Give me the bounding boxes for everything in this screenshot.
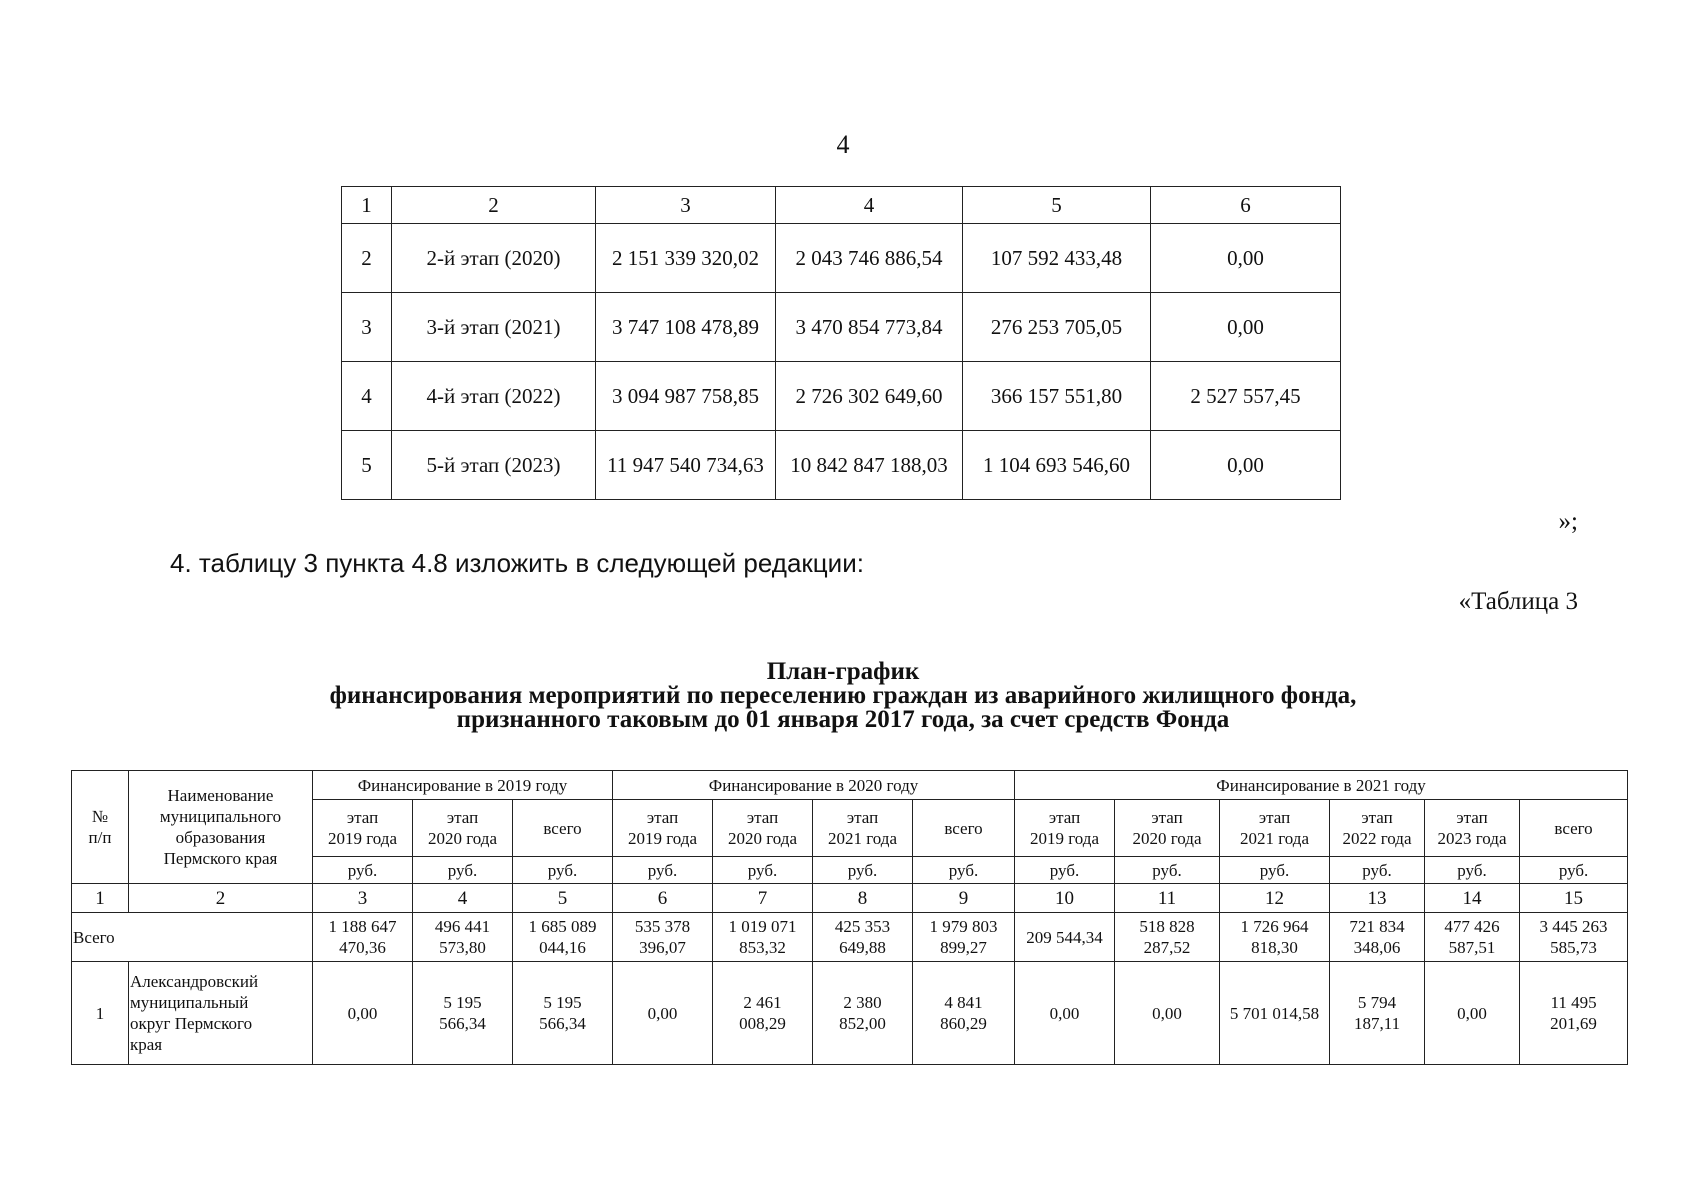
table-cell: 5 [342,431,392,500]
table-cell: 5-й этап (2023) [392,431,596,500]
table-cell: 276 253 705,05 [963,293,1151,362]
table-cell: 11 495 201,69 [1520,962,1628,1065]
column-number: 10 [1015,884,1115,913]
subheader-cell: этап 2020 года [413,800,513,857]
header-cell: 6 [1151,187,1341,224]
header-cell: 3 [596,187,776,224]
unit-cell: руб. [613,857,713,884]
table-cell: 366 157 551,80 [963,362,1151,431]
table-cell: 3 [342,293,392,362]
table-cell: 1 685 089 044,16 [513,913,613,962]
table-cell: 518 828 287,52 [1115,913,1220,962]
column-number: 4 [413,884,513,913]
unit-cell: руб. [1425,857,1520,884]
table-cell: 5 195 566,34 [513,962,613,1065]
subheader-cell: этап 2019 года [313,800,413,857]
total-label: Всего [72,913,313,962]
subheader-cell: этап 2022 года [1330,800,1425,857]
table-cell: 0,00 [1115,962,1220,1065]
subheader-cell: этап 2021 года [1220,800,1330,857]
column-number: 1 [72,884,129,913]
subheader-cell: этап 2019 года [613,800,713,857]
table-cell: 1 979 803 899,27 [913,913,1015,962]
subheader-cell: этап 2019 года [1015,800,1115,857]
table-cell: 1 019 071 853,32 [713,913,813,962]
table-cell: 477 426 587,51 [1425,913,1520,962]
subheader-cell: всего [913,800,1015,857]
subheader-cell: этап 2020 года [713,800,813,857]
table-row [342,224,1341,293]
unit-cell: руб. [1520,857,1628,884]
column-number: 3 [313,884,413,913]
table-cell: 2 380 852,00 [813,962,913,1065]
table-row [342,293,1341,362]
column-number: 11 [1115,884,1220,913]
table-cell: 2 [342,224,392,293]
header-cell: 4 [776,187,963,224]
unit-cell: руб. [1220,857,1330,884]
table-cell: 1 726 964 818,30 [1220,913,1330,962]
column-number-row [72,884,1628,913]
column-number: 9 [913,884,1015,913]
table-cell: 11 947 540 734,63 [596,431,776,500]
closing-quote: »; [1558,508,1578,535]
document-title [0,660,1686,732]
subheader-cell: этап 2023 года [1425,800,1520,857]
table-cell: 0,00 [613,962,713,1065]
group-2019-header: Финансирование в 2019 году [313,771,613,800]
subheader-cell: этап 2021 года [813,800,913,857]
unit-cell: руб. [1330,857,1425,884]
table-cell: 0,00 [1015,962,1115,1065]
header-cell: 2 [392,187,596,224]
unit-cell: руб. [1015,857,1115,884]
row-number: 1 [72,962,129,1065]
table-cell: 3 445 263 585,73 [1520,913,1628,962]
table-label: «Таблица 3 [1458,588,1578,615]
title-line: финансирования мероприятий по переселению граждан из аварийного жилищного фонда, [329,682,1357,709]
unit-cell: руб. [1115,857,1220,884]
subheader-cell: всего [513,800,613,857]
group-2020-header: Финансирование в 2020 году [613,771,1015,800]
table-cell: 2 527 557,45 [1151,362,1341,431]
table-cell: 3 747 108 478,89 [596,293,776,362]
unit-cell: руб. [313,857,413,884]
table-cell: 721 834 348,06 [1330,913,1425,962]
table-cell: 1 104 693 546,60 [963,431,1151,500]
table-cell: 4 [342,362,392,431]
subheader-cell: всего [1520,800,1628,857]
title-line: План-график [766,658,920,685]
table-cell: 5 701 014,58 [1220,962,1330,1065]
column-number: 2 [129,884,313,913]
group-header-row [72,771,1628,800]
table-cell: 2 461 008,29 [713,962,813,1065]
col-no-header: № п/п [72,771,129,884]
total-row [72,913,1628,962]
col-name-header: Наименование муниципального образования Пермского края [129,771,313,884]
unit-cell: руб. [413,857,513,884]
financing-table [71,770,1628,1065]
table-cell: 2-й этап (2020) [392,224,596,293]
table-cell: 496 441 573,80 [413,913,513,962]
table-cell: 5 794 187,11 [1330,962,1425,1065]
table-cell: 2 151 339 320,02 [596,224,776,293]
municipality-name: Александровский муниципальный округ Пермского края [129,962,313,1065]
column-number: 14 [1425,884,1520,913]
unit-cell: руб. [513,857,613,884]
table-cell: 5 195 566,34 [413,962,513,1065]
page-number: 4 [836,130,850,159]
table-cell: 3 094 987 758,85 [596,362,776,431]
stages-table [341,186,1341,500]
unit-cell: руб. [813,857,913,884]
table-cell: 0,00 [313,962,413,1065]
table-cell: 3-й этап (2021) [392,293,596,362]
stages-table-header [342,187,1341,224]
table-cell: 3 470 854 773,84 [776,293,963,362]
unit-cell: руб. [913,857,1015,884]
header-cell: 1 [342,187,392,224]
table-cell: 4 841 860,29 [913,962,1015,1065]
table-row [342,362,1341,431]
table-row [72,962,1628,1065]
header-cell: 5 [963,187,1151,224]
unit-cell: руб. [713,857,813,884]
table-cell: 209 544,34 [1015,913,1115,962]
table-cell: 4-й этап (2022) [392,362,596,431]
column-number: 8 [813,884,913,913]
table-cell: 0,00 [1151,224,1341,293]
column-number: 15 [1520,884,1628,913]
table-cell: 0,00 [1151,431,1341,500]
column-number: 6 [613,884,713,913]
column-number: 7 [713,884,813,913]
table-cell: 2 726 302 649,60 [776,362,963,431]
group-2021-header: Финансирование в 2021 году [1015,771,1628,800]
table-cell: 1 188 647 470,36 [313,913,413,962]
table-cell: 0,00 [1425,962,1520,1065]
table-cell: 10 842 847 188,03 [776,431,963,500]
table-cell: 0,00 [1151,293,1341,362]
table-cell: 535 378 396,07 [613,913,713,962]
table-cell: 2 043 746 886,54 [776,224,963,293]
instruction-text: 4. таблицу 3 пункта 4.8 изложить в следующей редакции: [170,548,864,578]
table-cell: 107 592 433,48 [963,224,1151,293]
column-number: 12 [1220,884,1330,913]
table-cell: 425 353 649,88 [813,913,913,962]
subheader-cell: этап 2020 года [1115,800,1220,857]
table-row [342,431,1341,500]
column-number: 13 [1330,884,1425,913]
column-number: 5 [513,884,613,913]
title-line: признанного таковым до 01 января 2017 года, за счет средств Фонда [456,706,1230,733]
